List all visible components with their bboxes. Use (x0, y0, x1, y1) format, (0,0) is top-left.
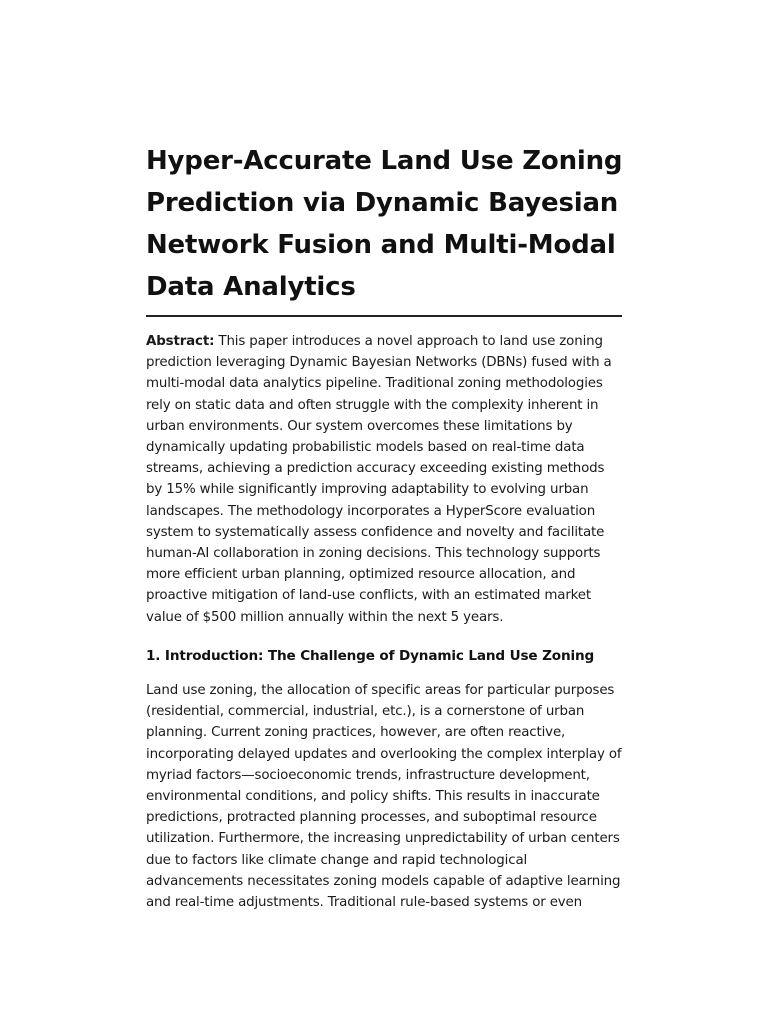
title-divider (146, 315, 622, 317)
introduction-paragraph: Land use zoning, the allocation of specific areas for particular purposes (residential, commercial, industrial, etc.), is a cornerstone of urban planning. Current zoning practices, however, are often reactive, incorporating delayed updates and overlooking the complex interplay of myriad factors—socioeconomic trends, infrastructure development, environmental conditions, and policy shifts. This results in inaccurate predictions, protracted planning processes, and suboptimal resource utilization. Furthermore, the increasing unpredictability of urban centers due to factors like climate change and rapid technological advancements necessitates zoning models capable of adaptive learning and real-time adjustments. Traditional rule-based systems or even (146, 683, 622, 911)
abstract-text: This paper introduces a novel approach to land use zoning prediction leveraging Dynamic Bayesian Networks (DBNs) fused with a multi-modal data analytics pipeline. Traditional zoning methodologies rely on static data and often struggle with the complexity inherent in urban environments. Our system overcomes these limitations by dynamically updating probabilistic models based on real-time data streams, achieving a prediction accuracy exceeding existing methods by 15% while significantly improving adaptability to evolving urban landscapes. The methodology incorporates a HyperScore evaluation system to systematically assess confidence and novelty and facilitate human-AI collaboration in zoning decisions. This technology supports more efficient urban planning, optimized resource allocation, and proactive mitigation of land-use conflicts, with an estimated market value of $500 million annually within the next 5 years. (146, 334, 612, 625)
section-heading-introduction: 1. Introduction: The Challenge of Dynamic Land Use Zoning (146, 648, 595, 664)
abstract-label: Abstract: (146, 334, 215, 349)
paper-title: Hyper-Accurate Land Use Zoning Prediction via Dynamic Bayesian Network Fusion and Multi-Modal Data Analytics (146, 146, 623, 302)
abstract-paragraph (146, 331, 624, 628)
